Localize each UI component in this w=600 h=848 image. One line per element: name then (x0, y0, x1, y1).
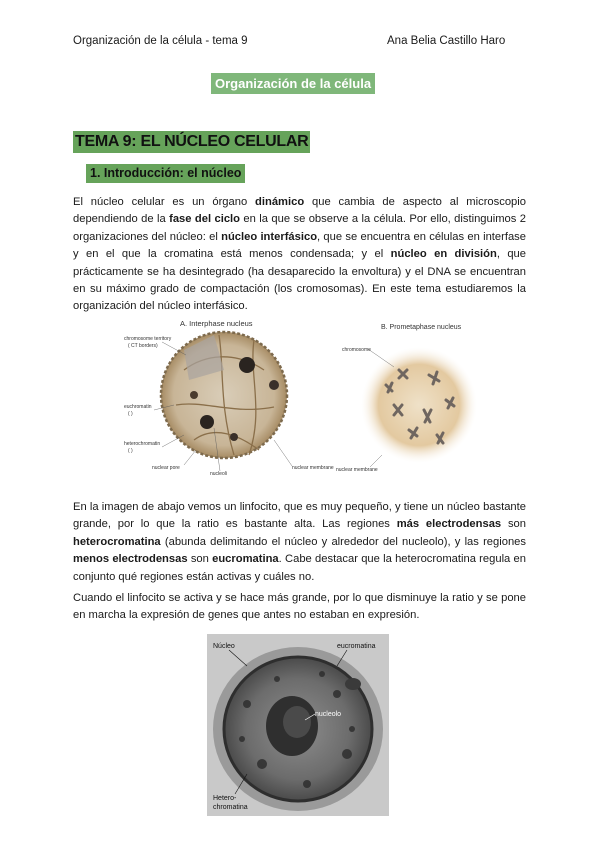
prometaphase-nucleus (361, 347, 477, 463)
topic-title: TEMA 9: EL NÚCLEO CELULAR (73, 131, 310, 153)
label-euchromatin-key: ( ) (128, 411, 133, 417)
interphase-nucleus (161, 332, 287, 458)
paragraph-lymphocyte: En la imagen de abajo vemos un linfocito, que es muy pequeño, y tiene un núcleo bastante grande, por lo que la ratio es bastante alta. Las regiones más electrodensas son heterocromatina (abunda delimitando el núcleo y alrededor del nucleolo), y las regiones menos electrodensas son eucromatina. Cabe destacar que la heterocromatina regula en conjunto qué regiones están activas y cuáles no. (73, 501, 527, 583)
figure-b-title: B. Prometaphase nucleus (381, 324, 462, 331)
paragraph-intro: El núcleo celular es un órgano dinámico que cambia de aspecto al microscopio dependiendo de la fase del ciclo en la que se observe a la célula. Por ello, distinguimos 2 organizaciones del núcleo: el núcleo interfásico, que se encuentra en células en interfase y en el que la cromatina está menos condensada; y el núcleo en división, que prácticamente se ha desintegrado (ha desaparecido la envoltura) y el DNA se encuentran en su máximo grado de compactación (los cromosomas). En este tema estudiaremos la organización del núcleo interfásico. (73, 196, 526, 313)
nucleus-comparison-figure (124, 315, 496, 480)
figure-a-title: A. Interphase nucleus (180, 319, 253, 328)
label-chromosome: chromosome (342, 347, 371, 353)
label-ct-borders: ( CT borders) (128, 343, 158, 349)
header-right: Ana Belia Castillo Haro (387, 35, 506, 47)
document-title: Organización de la célula (211, 73, 375, 94)
label-nuclear-pore: nuclear pore (152, 465, 180, 471)
paragraph-activation: Cuando el linfocito se activa y se hace más grande, por lo que disminuye la ratio y se pone en marcha la expresión de genes que antes no estaban en expresión. (73, 592, 526, 622)
label-chromosome-territory: chromosome territory (124, 336, 172, 342)
label-euchromatin: euchromatin (124, 404, 152, 410)
header-left: Organización de la célula - tema 9 (73, 35, 248, 47)
label-nucleo: Núcleo (213, 643, 235, 650)
label-heterochromatin-key: ( ) (128, 448, 133, 454)
label-nucleolo: nucleolo (315, 711, 342, 718)
label-nuclear-membrane: nuclear membrane (292, 465, 334, 471)
section-heading: 1. Introducción: el núcleo (86, 164, 245, 183)
label-nucleoli: nucleoli (210, 471, 227, 477)
label-nuclear-membrane-b: nuclear membrane (336, 467, 378, 473)
label-hetero-2: chromatina (213, 804, 248, 811)
lymphocyte-micrograph (207, 634, 389, 816)
label-eucromatina: eucromatina (337, 643, 376, 650)
label-heterochromatin: heterochromatin (124, 441, 161, 447)
label-hetero-1: Hetero- (213, 795, 237, 802)
